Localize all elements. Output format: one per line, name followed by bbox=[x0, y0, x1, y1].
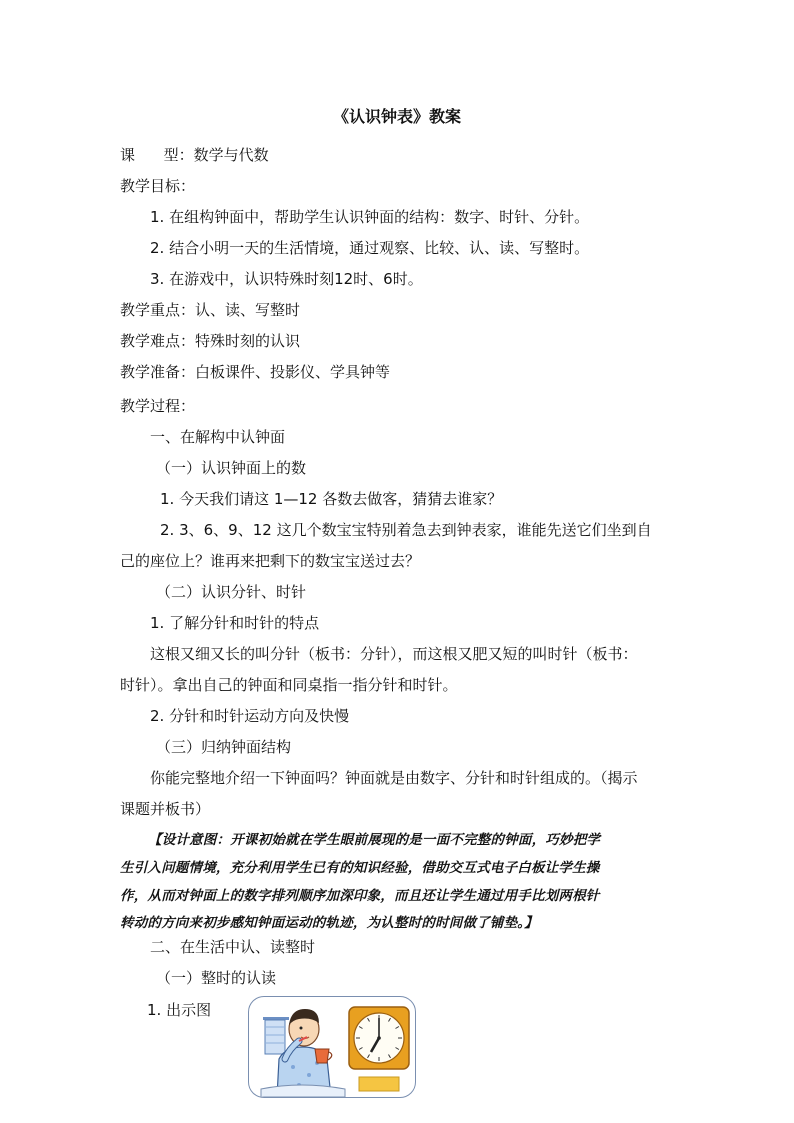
section-1-title: 一、在解构中认钟面 bbox=[150, 428, 286, 446]
subsection-2-item-1: 1. 了解分针和时针的特点 bbox=[150, 614, 320, 632]
difficulty: 教学难点：特殊时刻的认识 bbox=[120, 332, 301, 350]
course-type-label: 课 型： bbox=[120, 146, 194, 164]
subsection-2-para-line-1: 这根又细又长的叫分针（板书：分针），而这根又肥又短的叫时针（板书： bbox=[150, 645, 638, 663]
subsection-2-para-line-2: 时针）。拿出自己的钟面和同桌指一指分针和时针。 bbox=[120, 676, 458, 694]
design-intent-line-4: 转动的方向来初步感知钟面运动的轨迹，为认整时的时间做了铺垫。】 bbox=[120, 915, 538, 931]
subsection-2-item-2: 2. 分针和时针运动方向及快慢 bbox=[150, 707, 350, 725]
design-intent-line-2: 生引入问题情境，充分利用学生已有的知识经验，借助交互式电子白板让学生操 bbox=[120, 860, 600, 876]
subsection-3-para-line-1: 你能完整地介绍一下钟面吗？钟面就是由数字、分针和时针组成的。（揭示 bbox=[150, 769, 638, 787]
subsection-3-title: （三）归纳钟面结构 bbox=[156, 738, 292, 756]
course-type-value: 数学与代数 bbox=[193, 146, 269, 164]
document-title: 《认识钟表》教案 bbox=[332, 107, 461, 126]
subsection-4-item-1: 1. 出示图 bbox=[147, 1001, 212, 1019]
subsection-4-title: （一）整时的认读 bbox=[156, 969, 277, 987]
preparation: 教学准备：白板课件、投影仪、学具钟等 bbox=[120, 363, 391, 381]
design-intent-line-3: 作，从而对钟面上的数字排列顺序加深印象，而且还让学生通过用手比划两根针 bbox=[120, 888, 600, 904]
subsection-3-para-line-2: 课题并板书） bbox=[120, 800, 211, 818]
objectives-label: 教学目标： bbox=[120, 177, 196, 195]
subsection-1-item-2-line-1: 2. 3、6、9、12 这几个数宝宝特别着急去到钟表家，谁能先送它们坐到自 bbox=[160, 521, 652, 539]
subsection-1-title: （一）认识钟面上的数 bbox=[156, 459, 307, 477]
illustration-frame bbox=[248, 996, 416, 1098]
subsection-2-title: （二）认识分针、时针 bbox=[156, 583, 307, 601]
objective-item-2: 2. 结合小明一天的生活情境，通过观察、比较、认、读、写整时。 bbox=[150, 239, 590, 257]
key-point: 教学重点：认、读、写整时 bbox=[120, 301, 301, 319]
subsection-1-item-2-line-2: 己的座位上？谁再来把剩下的数宝宝送过去？ bbox=[120, 552, 421, 570]
course-type-line bbox=[120, 145, 269, 165]
design-intent-line-1: 【设计意图：开课初始就在学生眼前展现的是一面不完整的钟面，巧妙把学 bbox=[148, 832, 601, 848]
section-2-title: 二、在生活中认、读整时 bbox=[150, 938, 316, 956]
objective-item-3: 3. 在游戏中，认识特殊时刻12时、6时。 bbox=[150, 270, 423, 288]
subsection-1-item-1: 1. 今天我们请这 1—12 各数去做客，猜猜去谁家？ bbox=[160, 490, 503, 508]
process-label: 教学过程： bbox=[120, 397, 196, 415]
wall-clock-icon bbox=[345, 1003, 415, 1093]
objective-item-1: 1. 在组构钟面中，帮助学生认识钟面的结构：数字、时针、分针。 bbox=[150, 208, 590, 226]
